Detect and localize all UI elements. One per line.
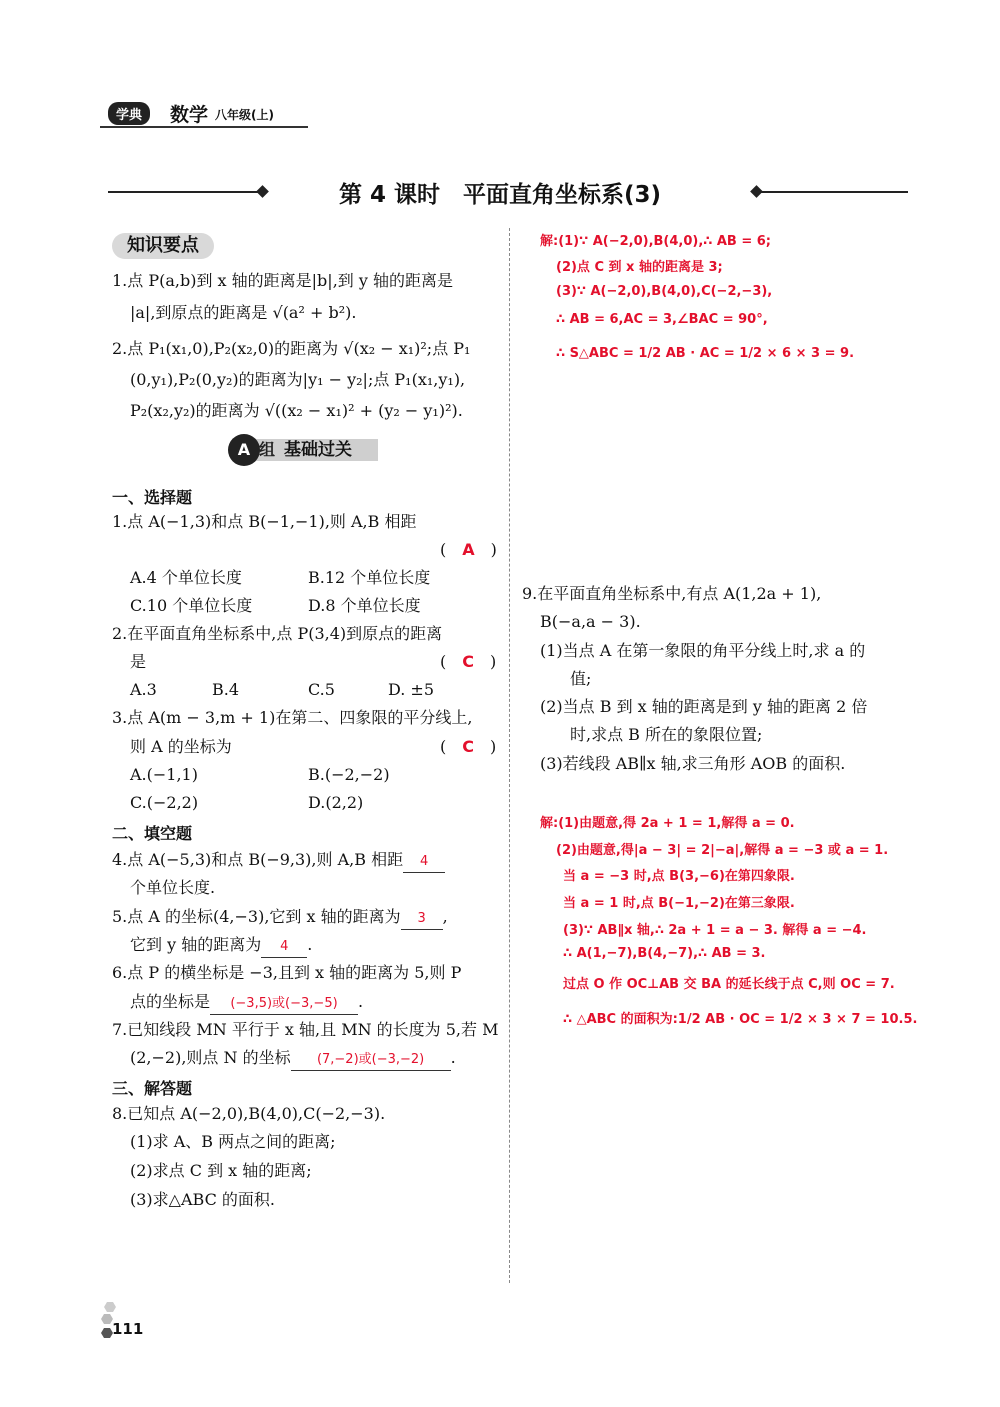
question-text: 它到 y 轴的距离为 — [130, 935, 262, 954]
knowledge-line: 1.点 P(a,b)到 x 轴的距离是|b|,到 y 轴的距离是 — [112, 271, 453, 290]
question-text: 9.在平面直角坐标系中,有点 A(1,2a + 1), — [522, 584, 822, 603]
solution-line: ∴ △ABC 的面积为:1/2 AB · OC = 1/2 × 3 × 7 = 10.5. — [563, 1012, 918, 1027]
knowledge-line: |a|,到原点的距离是 √(a² + b²). — [130, 303, 357, 322]
fill-blank: 3 — [401, 909, 443, 930]
question-text: 7.已知线段 MN 平行于 x 轴,且 MN 的长度为 5,若 M — [112, 1020, 499, 1039]
question-stem: 则 A 的坐标为 — [130, 737, 232, 756]
question-part: (3)若线段 AB∥x 轴,求三角形 AOB 的面积. — [540, 754, 846, 773]
option: D.(2,2) — [308, 793, 364, 812]
option: D.8 个单位长度 — [308, 596, 421, 615]
option: B.4 — [212, 680, 240, 699]
question-stem: 2.在平面直角坐标系中,点 P(3,4)到原点的距离 — [112, 624, 443, 643]
page-number: 111 — [112, 1320, 144, 1338]
column-divider — [509, 228, 510, 1283]
solution-line: 解:(1)∵ A(−2,0),B(4,0),∴ AB = 6; — [540, 234, 771, 249]
answer-choice: C — [462, 737, 474, 756]
fill-line — [130, 935, 312, 958]
question-part: (2)求点 C 到 x 轴的距离; — [130, 1161, 312, 1180]
question-part: (2)当点 B 到 x 轴的距离是到 y 轴的距离 2 倍 — [540, 697, 868, 716]
option: B.(−2,−2) — [308, 765, 390, 784]
question-text: B(−a,a − 3). — [540, 612, 641, 631]
solution-line: (3)∵ A(−2,0),B(4,0),C(−2,−3), — [556, 284, 773, 299]
group-suffix: 组 — [259, 440, 276, 459]
question-text: 8.已知点 A(−2,0),B(4,0),C(−2,−3). — [112, 1104, 386, 1123]
fill-blank: (7,−2)或(−3,−2) — [291, 1050, 451, 1071]
fill-blank: 4 — [261, 937, 307, 958]
question-text: 点的坐标是 — [130, 992, 211, 1011]
group-letter: A — [228, 434, 260, 466]
answer-bracket: ( A ) — [440, 540, 497, 559]
fill-blank: (−3,5)或(−3,−5) — [210, 994, 358, 1015]
fill-blank: 4 — [403, 852, 445, 873]
fill-line — [112, 907, 448, 930]
answer-bracket: ( C ) — [440, 737, 497, 756]
solution-line: 解:(1)由题意,得 2a + 1 = 1,解得 a = 0. — [540, 816, 795, 831]
title-rule-left — [108, 191, 258, 193]
group-a-banner — [228, 434, 380, 466]
solution-line: ∴ S△ABC = 1/2 AB · AC = 1/2 × 6 × 3 = 9. — [556, 346, 855, 361]
solution-line: (2)由题意,得|a − 3| = 2|−a|,解得 a = −3 或 a = 1. — [556, 843, 889, 858]
question-text: 5.点 A 的坐标(4,−3),它到 x 轴的距离为 — [112, 907, 401, 926]
book-header — [100, 100, 308, 128]
solution-line: 当 a = 1 时,点 B(−1,−2)在第三象限. — [563, 896, 795, 911]
question-stem: 3.点 A(m − 3,m + 1)在第二、四象限的平分线上, — [112, 708, 473, 727]
question-stem: 是 — [130, 652, 147, 671]
solution-line: 过点 O 作 OC⊥AB 交 BA 的延长线于点 C,则 OC = 7. — [563, 977, 895, 992]
option: B.12 个单位长度 — [308, 568, 431, 587]
subject-label: 数学 — [170, 104, 209, 126]
punctuation: . — [358, 992, 364, 1011]
option: A.3 — [130, 680, 157, 699]
option: C.10 个单位长度 — [130, 596, 253, 615]
question-part: 值; — [570, 669, 592, 688]
knowledge-line: (0,y₁),P₂(0,y₂)的距离为|y₁ − y₂|;点 P₁(x₁,y₁), — [130, 370, 466, 389]
knowledge-line: P₂(x₂,y₂)的距离为 √((x₂ − x₁)² + (y₂ − y₁)²). — [130, 401, 463, 420]
question-part: (1)当点 A 在第一象限的角平分线上时,求 a 的 — [540, 641, 866, 660]
answer-choice: C — [462, 652, 474, 671]
answer-bracket: ( C ) — [440, 652, 497, 671]
option: C.(−2,2) — [130, 793, 199, 812]
section-heading: 一、选择题 — [112, 488, 193, 507]
solution-line: ∴ AB = 6,AC = 3,∠BAC = 90°, — [556, 312, 768, 327]
fill-line — [112, 850, 445, 873]
solution-line: ∴ A(1,−7),B(4,−7),∴ AB = 3. — [563, 946, 766, 961]
solution-line: 当 a = −3 时,点 B(3,−6)在第四象限. — [563, 869, 795, 884]
solution-line: (2)点 C 到 x 轴的距离是 3; — [556, 260, 723, 275]
option: A.4 个单位长度 — [130, 568, 242, 587]
brand-logo: 学典 — [108, 102, 150, 125]
punctuation: , — [442, 907, 448, 926]
knowledge-line: 2.点 P₁(x₁,0),P₂(x₂,0)的距离为 √(x₂ − x₁)²;点 P₁ — [112, 339, 471, 358]
question-part: (1)求 A、B 两点之间的距离; — [130, 1132, 336, 1151]
page-title: 第 4 课时 平面直角坐标系(3) — [338, 182, 662, 208]
diamond-icon — [256, 185, 269, 198]
title-rule-right — [760, 191, 908, 193]
solution-line: (3)∵ AB∥x 轴,∴ 2a + 1 = a − 3. 解得 a = −4. — [563, 923, 867, 938]
question-part: 时,求点 B 所在的象限位置; — [570, 725, 763, 744]
fill-line — [130, 1048, 456, 1071]
knowledge-badge: 知识要点 — [112, 233, 214, 259]
question-text: 个单位长度. — [130, 878, 216, 897]
grade-label: 八年级(上) — [215, 108, 274, 122]
question-part: (3)求△ABC 的面积. — [130, 1190, 275, 1209]
option: D. ±5 — [388, 680, 435, 699]
question-text: 4.点 A(−5,3)和点 B(−9,3),则 A,B 相距 — [112, 850, 404, 869]
option: C.5 — [308, 680, 335, 699]
punctuation: . — [307, 935, 313, 954]
option: A.(−1,1) — [130, 765, 198, 784]
answer-choice: A — [462, 540, 475, 559]
question-text: 6.点 P 的横坐标是 −3,且到 x 轴的距离为 5,则 P — [112, 963, 462, 982]
section-heading: 二、填空题 — [112, 824, 193, 843]
question-text: (2,−2),则点 N 的坐标 — [130, 1048, 291, 1067]
punctuation: . — [450, 1048, 456, 1067]
group-label: 基础过关 — [246, 439, 378, 461]
question-stem: 1.点 A(−1,3)和点 B(−1,−1),则 A,B 相距 — [112, 512, 417, 531]
fill-line — [130, 992, 363, 1015]
section-heading: 三、解答题 — [112, 1079, 193, 1098]
